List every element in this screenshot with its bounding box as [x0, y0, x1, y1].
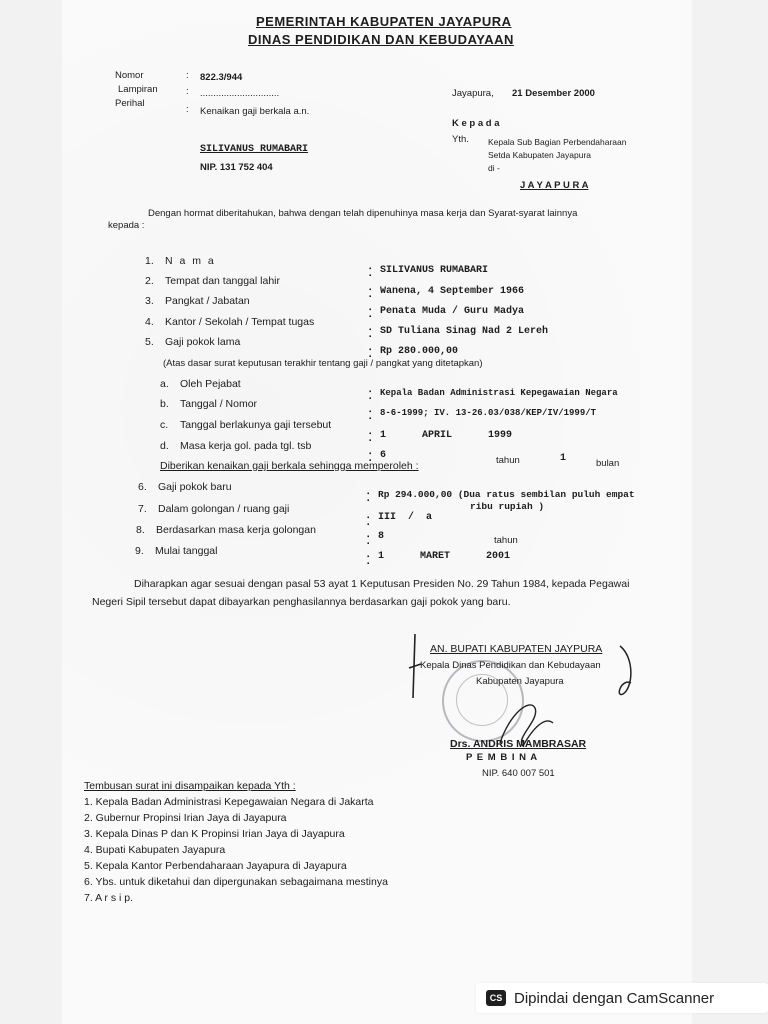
item-colon: :: [368, 304, 373, 321]
letterhead-line2: DINAS PENDIDIKAN DAN KEBUDAYAAN: [248, 32, 514, 47]
list-item: 1. Kepala Badan Administrasi Kepegawaian Negara di Jakarta: [84, 796, 374, 808]
months-value: 1: [560, 453, 567, 464]
item-value: 8: [378, 531, 385, 542]
signatory-nip: NIP. 640 007 501: [482, 768, 555, 779]
item-colon: :: [366, 512, 371, 529]
item-value: 1 APRIL 1999: [380, 430, 513, 441]
item-colon: :: [368, 263, 373, 280]
list-item: 5. Kepala Kantor Perbendaharaan Jayapura di Jayapura: [84, 860, 347, 872]
item-value: Kepala Badan Administrasi Kepegawaian Negara: [380, 388, 618, 398]
list-item: 3. Pangkat / Jabatan: [145, 295, 250, 307]
recipient-yth: Yth.: [452, 134, 469, 145]
item-value: Wanena, 4 September 1966: [380, 286, 525, 297]
list-item: 4. Kantor / Sekolah / Tempat tugas: [145, 316, 315, 328]
item-colon: :: [368, 406, 373, 423]
list-item: 7. Dalam golongan / ruang gaji: [138, 503, 290, 515]
perihal-value: Kenaikan gaji berkala a.n.: [200, 106, 310, 117]
list-item: 5. Gaji pokok lama: [145, 336, 241, 348]
intro-line1: Dengan hormat diberitahukan, bahwa dengan telah dipenuhinya masa kerja dan Syarat-syarat lainnya: [148, 208, 578, 219]
item-colon: :: [368, 428, 373, 445]
place-label: Jayapura,: [452, 88, 494, 99]
item-colon: :: [368, 324, 373, 341]
list-item: b. Tanggal / Nomor: [160, 398, 258, 410]
list-item: d. Masa kerja gol. pada tgl. tsb: [160, 440, 312, 452]
list-item: 8. Berdasarkan masa kerja golongan: [136, 524, 316, 536]
item-colon: :: [368, 284, 373, 301]
bulan-label: bulan: [596, 458, 620, 469]
signatory-region: Kabupaten Jayapura: [476, 676, 564, 687]
item-value: SILIVANUS RUMABARI: [380, 265, 489, 276]
recipient-line2: Setda Kabupaten Jayapura: [488, 150, 592, 160]
item-value-cont: ribu rupiah ): [470, 501, 545, 512]
item-colon: :: [368, 386, 373, 403]
signatory-name: Drs. ANDRIS MAMBRASAR: [450, 738, 587, 750]
lampiran-label: Lampiran: [118, 84, 158, 95]
recipient-kepada: K e p a d a: [452, 118, 500, 129]
list-item: 6. Ybs. untuk diketahui dan dipergunakan sebagaimana mestinya: [84, 876, 388, 888]
item-value: Rp 294.000,00 (Dua ratus sembilan puluh empat: [378, 489, 635, 500]
camscanner-watermark: [476, 983, 768, 1013]
intro-line2: kepada :: [108, 220, 145, 231]
list-item: 9. Mulai tanggal: [135, 545, 218, 557]
signatory-office: Kepala Dinas Pendidikan dan Kebudayaan: [420, 660, 601, 671]
list-item: c. Tanggal berlakunya gaji tersebut: [160, 419, 332, 431]
item-colon: :: [368, 344, 373, 361]
letter-date: 21 Desember 2000: [512, 88, 595, 99]
letterhead-line1: PEMERINTAH KABUPATEN JAYAPURA: [256, 14, 512, 29]
perihal-label: Perihal: [115, 98, 145, 109]
cc-heading: Tembusan surat ini disampaikan kepada Yth :: [84, 780, 296, 792]
camscanner-label: Dipindai dengan CamScanner: [514, 989, 715, 1007]
list-item: 2. Gubernur Propinsi Irian Jaya di Jayapura: [84, 812, 287, 824]
camscanner-logo-icon: CS: [486, 990, 506, 1006]
list-item: 2. Tempat dan tanggal lahir: [145, 275, 280, 287]
item-colon: :: [366, 531, 371, 548]
tahun-label: tahun: [494, 535, 518, 546]
perihal-colon: :: [186, 104, 189, 115]
item-value: Rp 280.000,00: [380, 346, 459, 357]
list-item: 1. N a m a: [145, 255, 216, 267]
item-value: SD Tuliana Sinag Nad 2 Lereh: [380, 326, 549, 337]
nomor-label: Nomor: [115, 70, 144, 81]
list-item: 4. Bupati Kabupaten Jayapura: [84, 844, 226, 856]
recipient-city: J A Y A P U R A: [520, 180, 589, 191]
nomor-value: 822.3/944: [200, 72, 243, 83]
closing-line2: Negeri Sipil tersebut dapat dibayarkan penghasilannya berdasarkan gaji pokok yang baru.: [92, 596, 511, 608]
lampiran-colon: :: [186, 86, 189, 97]
item-colon: :: [368, 448, 373, 465]
item-colon: :: [366, 488, 371, 505]
item-value: Penata Muda / Guru Madya: [380, 306, 525, 317]
list-item: 6. Gaji pokok baru: [138, 481, 232, 493]
subject-nip: NIP. 131 752 404: [200, 162, 273, 173]
list-item: 7. A r s i p.: [84, 892, 134, 904]
item-value: III / a: [378, 512, 433, 523]
item-colon: :: [366, 551, 371, 568]
signatory-rank: P E M B I N A: [466, 752, 539, 763]
signatory-an: AN. BUPATI KABUPATEN JAYPURA: [430, 643, 603, 655]
lampiran-value: ..............................: [200, 88, 280, 99]
subject-name: SILIVANUS RUMABARI: [200, 144, 309, 155]
item-value: 8-6-1999; IV. 13-26.03/038/KEP/IV/1999/T: [380, 408, 597, 418]
list-item: a. Oleh Pejabat: [160, 378, 241, 390]
item-value: 1 MARET 2001: [378, 551, 511, 562]
recipient-line1: Kepala Sub Bagian Perbendaharaan: [488, 137, 627, 147]
nomor-colon: :: [186, 70, 189, 81]
given-heading: Diberikan kenaikan gaji berkala sehingga memperoleh :: [160, 460, 419, 472]
basis-note: (Atas dasar surat keputusan terakhir tentang gaji / pangkat yang ditetapkan): [163, 358, 483, 369]
tahun-label: tahun: [496, 455, 520, 466]
recipient-line3: di -: [488, 163, 500, 173]
item-value: 6: [380, 450, 387, 461]
closing-line1: Diharapkan agar sesuai dengan pasal 53 ayat 1 Keputusan Presiden No. 29 Tahun 1984, kepada Pegawai: [134, 578, 630, 590]
list-item: 3. Kepala Dinas P dan K Propinsi Irian Jaya di Jayapura: [84, 828, 345, 840]
